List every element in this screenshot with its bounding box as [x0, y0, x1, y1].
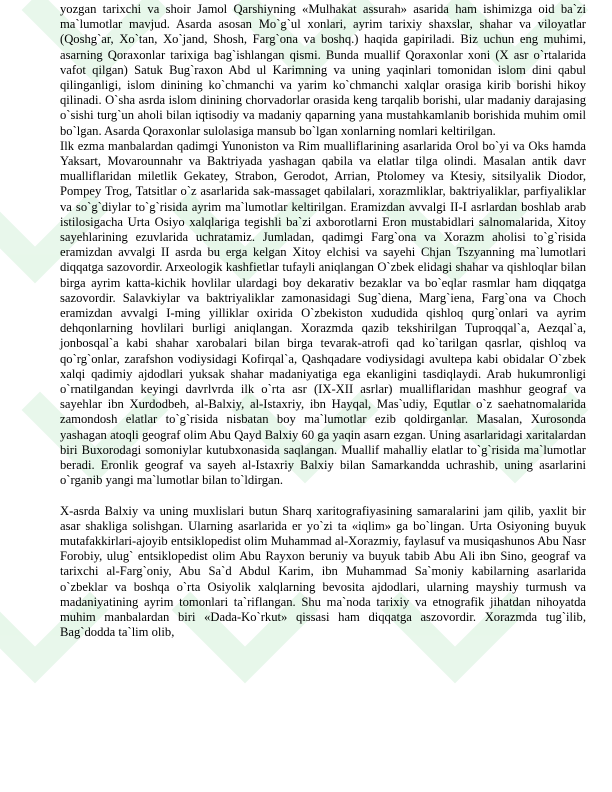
document-body: [60, 2, 586, 640]
paragraph-3: X-asrda Balxiy va uning muxlislari butun Sharq xaritografiyasining samaralarini jam qilib, yaxlit bir asar shakliga solishgan. Ularning asarlarida er yo`zi ta «iqlim» ga bo`lingan. Urta Osiyoning buyuk mutafakkirlari-ajoyib entsiklopedist olim Muhammad al-Xorazmiy, faylasuf va musiqashunos Abu Nasr Forobiy, ulug` entsiklopedist olim Abu Rayxon beruniy va buyuk tabib Abu Ali ibn Sino, geograf va tarixchi al-Farg`oniy, Abu Sa`d Abdul Karim, ibn Muhammad Sa`moniy kabilarning asarlarida o`zbeklar va boshqa o`rta Osiyolik xalqlarning bevosita ajdodlari, ularning mayshiy turmush va madaniyatining ayrim tomonlari ta`riflangan. Shu ma`noda tarixiy va etnografik jihatdan nihoyatda muhim manbalardan biri «Dada-Ko`rkut» qissasi ham diqqatga aszovordir. Xorazmda tug`ilib, Bag`dodda ta`lim olib,: [60, 503, 586, 640]
paragraph-2: Ilk ezma manbalardan qadimgi Yunoniston va Rim mualliflarining asarlarida Orol bo`yi va Oks hamda Yaksart, Movarounnahr va Baktriyada yashagan qabila va elatlar tilga olindi. Masalan antik davr mualliflaridan miletlik Gekatey, Strabon, Gerodot, Arrian, Ptolomey va Ktesiy, sitsilyalik Diodor, Pompey Trog, Tatsitlar o`z asarlarida sak-massaget qabilalari, xorazmliklar, baktriyaliklar, parfiyaliklar va so`g`diylar to`g`risida ayrim ma`lumotlar keltirilgan. Eramizdan avvalgi II-I asrlardan boshlab arab istilosigacha Urta Osiyo xalqlariga tegishli ba`zi axborotlarni Eron mustabidlari salnomalarida, Xitoy sayehlarining ezuvlarida uchratamiz. Jumladan, qadimgi Farg`ona va Xorazm aholisi to`g`risida eramizdan avvalgi II asrda bu erga kelgan Xitoy elchisi va sayehi Chjan Tszyanning ma`lumotlari diqqatga sazovordir. Arxeologik kashfietlar tufayli aniqlangan O`zbek elidagi shahar va qishloqlar bilan birga ayrim katta-kichik hovlilar ulardagi boy dekarativ bezaklar va bo`eqlar rasmlar ham diqqatga sazovordir. Salavkiylar va baktriyaliklar zamonasidagi Sug`diena, Marg`iena, Farg`ona va Choch eramizdan avvalgi I-ming yilliklar oxirida O`zbekiston xududida qishloq qurg`onlari va ayrim dehqonlarning hovlilari burligi aniqlangan. Xorazmda qazib tekshirilgan Tuproqqal`a, Aezqal`a, jonbosqal`a kabi shahar xarobalari bilan birga tevarak-atrofi qad ko`tarilgan qasrlar, qishloq va qo`rg`onlar, zarafshon vodiysidagi Kofirqal`a, Qashqadare vodiysidagi avultepa kabi obidalar O`zbek xalqi qadimiy ajdodlari yuksak shahar madaniyatiga ega ekanligini tasdiqlaydi. Arab hukumronligi o`rnatilgandan keyingi davrlvrda ilk o`rta asr (IX-XII asrlar) mualliflaridan mashhur geograf va sayehlar ibn Xurdodbeh, al-Balxiy, al-Istaxriy, ibn Hayqal, Mas`udiy, Equtlar o`z saehatnomalarida zamondosh elatlar to`g`risida nisbatan boy ma`lumotlar ezib qoldirganlar. Masalan, Xurosonda yashagan atoqli geograf olim Abu Qayd Balxiy 60 ga yaqin asarn ezgan. Uning asarlaridagi xaritalardan biri Buxorodagi somoniylar kutubxonasida saqlangan. Muallif mahalliy elatlar to`g`risida ma`lumotlar beradi. Eronlik geograf va sayeh al-Istaxriy Balxiy bilan Samarkandda uchrashib, uning asarlarini o`rganib yangi ma`lumotlar bilan to`ldirgan.: [60, 138, 586, 488]
paragraph-1: yozgan tarixchi va shoir Jamol Qarshiyning «Mulhakat assurah» asarida ham ishimizga oid ba`zi ma`lumotlar mavjud. Asarda asosan Mo`g`ul xonlari, ayrim tarixiy shaxslar, shahar va viloyatlar (Qoshg`ar, Xo`tan, Xo`jand, Shosh, Farg`ona va boshq.) haqida gapiriladi. Biz uchun eng muhimi, asarning Qoraxonlar tarixiga bag`ishlangan qismi. Bunda muallif Qoraxonlar xoni (X asr o`rtalarida vafot qilgan) Satuk Bug`raxon Abd ul Karimning va uning yaqinlari tomonidan islom dini qabul qilinganligi, islom dinining ko`chmanchi va yarim ko`chmanchi xalqlar orasiga kirib borishi hikoy qilinadi. O`sha asrda islom dinining chorvadorlar orasida keng tarqalib borishi, ular madaniy darajasing o`sishi turg`un aholi bilan iqtisodiy va madaniy qaparning yana mustahkamlanib borishida muhim omil bo`lgan. Asarda Qoraxonlar sulolasiga mansub bo`lgan xonlarning nomlari keltirilgan.: [60, 2, 586, 138]
